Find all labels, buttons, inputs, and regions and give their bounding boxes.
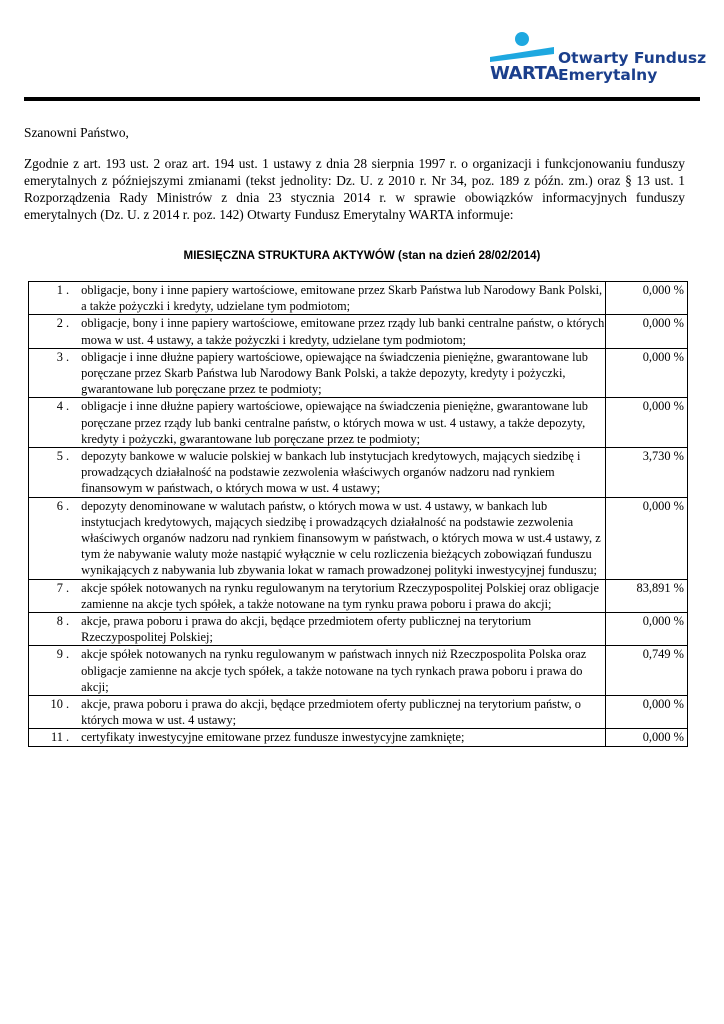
row-description: akcje, prawa poboru i prawa do akcji, będące przedmiotem oferty publicznej na terytorium Rzeczypospolitej Polskiej; (79, 613, 605, 646)
row-number: 5 . (29, 448, 80, 498)
table-row (29, 497, 688, 579)
logo-brand: WARTA (490, 63, 559, 84)
row-description: depozyty denominowane w walutach państw, o których mowa w ust. 4 ustawy, w bankach lub instytucjach kredytowych, mających siedzibę i prowadzących działalność na podstawie zezwolenia właściwych organów nadzoru nad rynkiem finansowym w państwach, o których mowa w ust.4 ustawy, z tym że nabywanie waluty może nastąpić wyłącznie w celu rozliczenia bieżących zobowiązań funduszu wynikających z nabywania lub zbywania lokat w ramach prowadzonej polityki inwestycyjnej funduszu; (79, 497, 605, 579)
table-row (29, 448, 688, 498)
row-value: 0,749 % (605, 646, 687, 696)
row-number: 11 . (29, 729, 80, 746)
row-value: 0,000 % (605, 696, 687, 729)
row-number: 6 . (29, 497, 80, 579)
table-row (29, 398, 688, 448)
table-heading: MIESIĘCZNA STRUKTURA AKTYWÓW (stan na dzień 28/02/2014) (183, 249, 541, 262)
logo-line-2: Emerytalny (558, 66, 658, 84)
row-number: 8 . (29, 613, 80, 646)
row-number: 3 . (29, 348, 80, 398)
row-description: certyfikaty inwestycyjne emitowane przez fundusze inwestycyjne zamknięte; (79, 729, 605, 746)
row-description: obligacje i inne dłużne papiery wartościowe, opiewające na świadczenia pieniężne, gwarantowane lub poręczane przez Skarb Państwa lub Narodowy Bank Polski, a także depozyty, kredyty i pożyczki, gwarantowane lub poręczane przez te podmioty; (79, 348, 605, 398)
row-number: 7 . (29, 579, 80, 612)
row-value: 0,000 % (605, 315, 687, 348)
row-description: obligacje, bony i inne papiery wartościowe, emitowane przez Skarb Państwa lub Narodowy Bank Polski, a także pożyczki i kredyty, udzielane tym podmiotom; (79, 282, 605, 315)
row-value: 0,000 % (605, 398, 687, 448)
intro-paragraph: Zgodnie z art. 193 ust. 2 oraz art. 194 ust. 1 ustawy z dnia 28 sierpnia 1997 r. o organizacji i funkcjonowaniu funduszy emerytalnych z późniejszymi zmianami (tekst jednolity: Dz. U. z 2010 r. Nr 34, poz. 189 z późn. zm.) oraz § 13 ust. 1 Rozporządzenia Rady Ministrów z dnia 23 stycznia 2014 r. w sprawie obowiązków informacyjnych funduszy emerytalnych (Dz. U. z 2014 r. poz. 142) Otwarty Fundusz Emerytalny WARTA informuje: (24, 156, 685, 222)
header-rule (24, 97, 700, 101)
row-description: obligacje i inne dłużne papiery wartościowe, opiewające na świadczenia pieniężne, gwarantowane lub poręczane przez rządy lub banki centralne państw, o których mowa w ust. 4 ustawy, a także depozyty, kredyty i pożyczki, gwarantowane lub poręczane przez te podmioty; (79, 398, 605, 448)
row-value: 0,000 % (605, 348, 687, 398)
table-row (29, 729, 688, 746)
row-number: 9 . (29, 646, 80, 696)
row-number: 2 . (29, 315, 80, 348)
logo-fund-name (558, 50, 706, 84)
row-value: 0,000 % (605, 613, 687, 646)
table-row (29, 315, 688, 348)
table-row (29, 696, 688, 729)
row-value: 83,891 % (605, 579, 687, 612)
row-description: depozyty bankowe w walucie polskiej w bankach lub instytucjach kredytowych, mających siedzibę i prowadzących działalność na podstawie zezwolenia właściwych organów nadzoru nad rynkiem finansowym w państwach, o których mowa w ust. 4 ustawy; (79, 448, 605, 498)
warta-logo-mark-icon (488, 30, 558, 64)
table-row (29, 613, 688, 646)
row-description: obligacje, bony i inne papiery wartościowe, emitowane przez rządy lub banki centralne państw, o których mowa w ust. 4 ustawy, a także pożyczki i kredyty, udzielane tym podmiotom; (81, 316, 605, 347)
greeting: Szanowni Państwo, (24, 125, 129, 140)
row-value: 0,000 % (605, 729, 687, 746)
assets-table (28, 281, 688, 747)
row-value: 0,000 % (605, 497, 687, 579)
row-value: 0,000 % (605, 282, 687, 315)
row-description: akcje, prawa poboru i prawa do akcji, będące przedmiotem oferty publicznej na terytorium państw, o których mowa w ust. 4 ustawy; (79, 696, 605, 729)
table-row (29, 579, 688, 612)
row-description: akcje spółek notowanych na rynku regulowanym na terytorium Rzeczypospolitej Polskiej oraz obligacje zamienne na akcje tych spółek, a także notowane na tym rynku prawa poboru i prawa do akcji; (79, 579, 605, 612)
table-row (29, 348, 688, 398)
table-row (29, 282, 688, 315)
row-number: 10 . (29, 696, 80, 729)
logo-line-1: Otwarty Fundusz (558, 49, 707, 67)
row-value: 3,730 % (605, 448, 687, 498)
warta-logo (488, 30, 707, 84)
table-row (29, 646, 688, 696)
row-number: 4 . (29, 398, 80, 448)
row-number: 1 . (29, 282, 80, 315)
row-description: akcje spółek notowanych na rynku regulowanym w państwach innych niż Rzeczpospolita Polska oraz obligacje zamienne na akcje tych spółek, a także notowane na tych rynkach prawa poboru i prawa do akcji; (79, 646, 605, 696)
